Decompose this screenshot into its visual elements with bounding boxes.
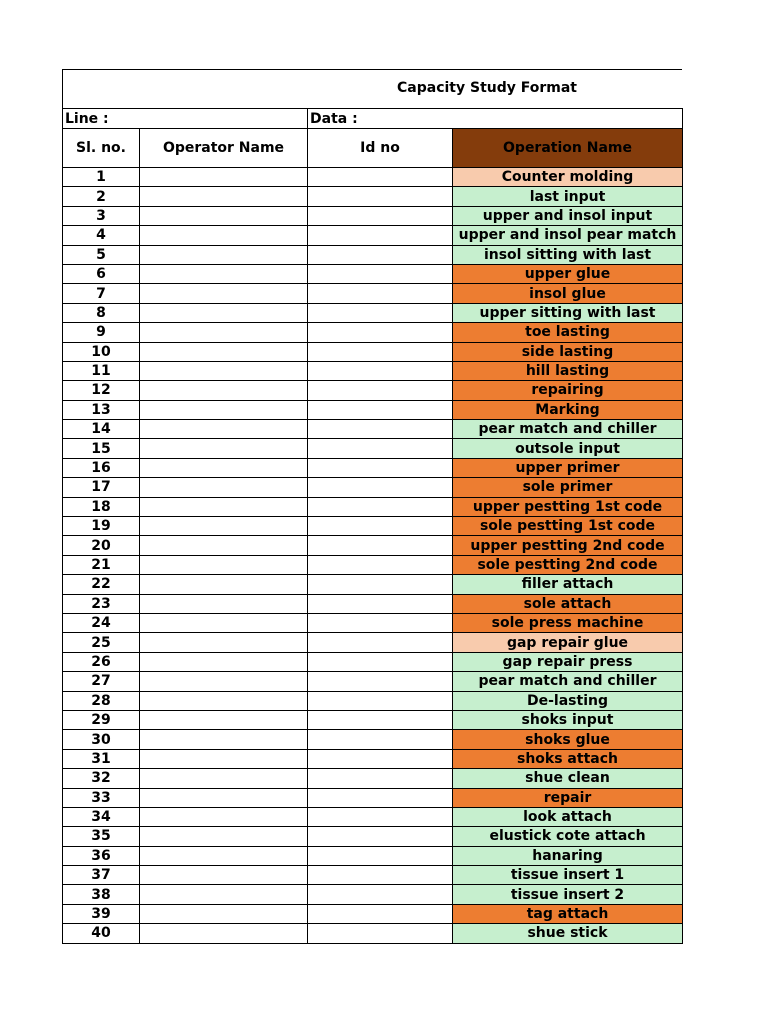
table-row: [63, 575, 683, 594]
sl-no-cell: 18: [63, 497, 140, 516]
table-row: [63, 187, 683, 206]
id-no-cell: [308, 303, 453, 322]
table-row: [63, 555, 683, 574]
sl-no-cell: 29: [63, 710, 140, 729]
operation-name-cell: upper pestting 1st code: [453, 497, 683, 516]
table-row: [63, 478, 683, 497]
id-no-cell: [308, 807, 453, 826]
sl-no-cell: 39: [63, 904, 140, 923]
operation-name-cell: shoks input: [453, 710, 683, 729]
operator-name-cell: [140, 885, 308, 904]
operator-name-cell: [140, 788, 308, 807]
sl-no-cell: 2: [63, 187, 140, 206]
sl-no-cell: 27: [63, 672, 140, 691]
table-row: [63, 168, 683, 187]
operation-name-cell: sole pestting 1st code: [453, 517, 683, 536]
id-no-cell: [308, 168, 453, 187]
sl-no-cell: 37: [63, 866, 140, 885]
operator-name-cell: [140, 420, 308, 439]
sl-no-cell: 15: [63, 439, 140, 458]
sl-no-cell: 11: [63, 361, 140, 380]
table-row: [63, 420, 683, 439]
operation-name-cell: shoks glue: [453, 730, 683, 749]
sl-no-cell: 12: [63, 381, 140, 400]
operation-name-cell: upper pestting 2nd code: [453, 536, 683, 555]
id-no-cell: [308, 613, 453, 632]
operator-name-cell: [140, 613, 308, 632]
operation-name-cell: Counter molding: [453, 168, 683, 187]
id-no-cell: [308, 652, 453, 671]
id-no-cell: [308, 904, 453, 923]
sl-no-cell: 40: [63, 924, 140, 943]
operation-name-cell: filler attach: [453, 575, 683, 594]
id-no-cell: [308, 517, 453, 536]
id-no-cell: [308, 575, 453, 594]
id-no-cell: [308, 672, 453, 691]
operation-name-cell: outsole input: [453, 439, 683, 458]
id-no-cell: [308, 439, 453, 458]
id-no-cell: [308, 478, 453, 497]
operator-name-cell: [140, 439, 308, 458]
operation-name-cell: sole primer: [453, 478, 683, 497]
sl-no-cell: 10: [63, 342, 140, 361]
table-row: [63, 226, 683, 245]
operation-name-cell: pear match and chiller: [453, 672, 683, 691]
table-row: [63, 691, 683, 710]
table-row: [63, 633, 683, 652]
id-no-cell: [308, 458, 453, 477]
id-no-cell: [308, 846, 453, 865]
table-row: [63, 439, 683, 458]
operator-name-cell: [140, 594, 308, 613]
sl-no-cell: 9: [63, 323, 140, 342]
operator-name-cell: [140, 361, 308, 380]
title-row: [62, 69, 682, 108]
header-id-no: Id no: [308, 129, 453, 168]
id-no-cell: [308, 885, 453, 904]
operator-name-cell: [140, 866, 308, 885]
table-row: [63, 613, 683, 632]
header-operation-name: Operation Name: [453, 129, 683, 168]
id-no-cell: [308, 226, 453, 245]
table-row: [63, 885, 683, 904]
capacity-table: [62, 108, 683, 944]
operator-name-cell: [140, 555, 308, 574]
operator-name-cell: [140, 633, 308, 652]
sl-no-cell: 23: [63, 594, 140, 613]
id-no-cell: [308, 788, 453, 807]
operator-name-cell: [140, 807, 308, 826]
id-no-cell: [308, 361, 453, 380]
operator-name-cell: [140, 575, 308, 594]
id-no-cell: [308, 536, 453, 555]
table-row: [63, 342, 683, 361]
id-no-cell: [308, 245, 453, 264]
table-row: [63, 827, 683, 846]
sl-no-cell: 16: [63, 458, 140, 477]
sl-no-cell: 6: [63, 264, 140, 283]
operation-name-cell: hanaring: [453, 846, 683, 865]
operator-name-cell: [140, 226, 308, 245]
table-row: [63, 323, 683, 342]
sl-no-cell: 19: [63, 517, 140, 536]
table-row: [63, 536, 683, 555]
operator-name-cell: [140, 168, 308, 187]
operation-name-cell: upper primer: [453, 458, 683, 477]
sheet-title: Capacity Study Format: [397, 80, 577, 96]
table-row: [63, 846, 683, 865]
sl-no-cell: 5: [63, 245, 140, 264]
operation-name-cell: repairing: [453, 381, 683, 400]
table-row: [63, 517, 683, 536]
operation-name-cell: De-lasting: [453, 691, 683, 710]
sl-no-cell: 21: [63, 555, 140, 574]
sl-no-cell: 8: [63, 303, 140, 322]
sl-no-cell: 13: [63, 400, 140, 419]
operator-name-cell: [140, 672, 308, 691]
id-no-cell: [308, 342, 453, 361]
id-no-cell: [308, 284, 453, 303]
sl-no-cell: 30: [63, 730, 140, 749]
header-sl-no: Sl. no.: [63, 129, 140, 168]
operation-name-cell: sole attach: [453, 594, 683, 613]
sl-no-cell: 25: [63, 633, 140, 652]
sl-no-cell: 28: [63, 691, 140, 710]
operation-name-cell: shue stick: [453, 924, 683, 943]
table-row: [63, 652, 683, 671]
operator-name-cell: [140, 904, 308, 923]
id-no-cell: [308, 555, 453, 574]
operator-name-cell: [140, 730, 308, 749]
operation-name-cell: pear match and chiller: [453, 420, 683, 439]
operation-name-cell: look attach: [453, 807, 683, 826]
operation-name-cell: gap repair press: [453, 652, 683, 671]
table-row: [63, 245, 683, 264]
sl-no-cell: 26: [63, 652, 140, 671]
operation-name-cell: hill lasting: [453, 361, 683, 380]
operation-name-cell: side lasting: [453, 342, 683, 361]
id-no-cell: [308, 264, 453, 283]
operation-name-cell: tissue insert 2: [453, 885, 683, 904]
table-row: [63, 769, 683, 788]
table-row: [63, 206, 683, 225]
operator-name-cell: [140, 710, 308, 729]
header-row: [63, 129, 683, 168]
table-row: [63, 710, 683, 729]
sl-no-cell: 17: [63, 478, 140, 497]
operation-name-cell: insol glue: [453, 284, 683, 303]
operator-name-cell: [140, 827, 308, 846]
id-no-cell: [308, 691, 453, 710]
operation-name-cell: Marking: [453, 400, 683, 419]
sl-no-cell: 1: [63, 168, 140, 187]
id-no-cell: [308, 420, 453, 439]
table-row: [63, 497, 683, 516]
capacity-study-sheet: [62, 69, 682, 944]
date-label: Data :: [308, 109, 683, 129]
operation-name-cell: shoks attach: [453, 749, 683, 768]
operation-name-cell: gap repair glue: [453, 633, 683, 652]
operation-name-cell: repair: [453, 788, 683, 807]
id-no-cell: [308, 924, 453, 943]
operator-name-cell: [140, 323, 308, 342]
operator-name-cell: [140, 187, 308, 206]
sl-no-cell: 36: [63, 846, 140, 865]
table-row: [63, 594, 683, 613]
header-operator-name: Operator Name: [140, 129, 308, 168]
table-row: [63, 807, 683, 826]
operator-name-cell: [140, 284, 308, 303]
sl-no-cell: 14: [63, 420, 140, 439]
operator-name-cell: [140, 400, 308, 419]
id-no-cell: [308, 827, 453, 846]
sl-no-cell: 31: [63, 749, 140, 768]
sl-no-cell: 4: [63, 226, 140, 245]
sl-no-cell: 34: [63, 807, 140, 826]
operation-name-cell: upper glue: [453, 264, 683, 283]
sl-no-cell: 38: [63, 885, 140, 904]
operator-name-cell: [140, 924, 308, 943]
table-row: [63, 264, 683, 283]
operation-name-cell: elustick cote attach: [453, 827, 683, 846]
sl-no-cell: 22: [63, 575, 140, 594]
operator-name-cell: [140, 303, 308, 322]
operator-name-cell: [140, 206, 308, 225]
operation-name-cell: sole press machine: [453, 613, 683, 632]
operator-name-cell: [140, 517, 308, 536]
operator-name-cell: [140, 381, 308, 400]
operator-name-cell: [140, 846, 308, 865]
table-row: [63, 284, 683, 303]
table-row: [63, 788, 683, 807]
operation-name-cell: insol sitting with last: [453, 245, 683, 264]
meta-row: [63, 109, 683, 129]
operation-name-cell: shue clean: [453, 769, 683, 788]
id-no-cell: [308, 323, 453, 342]
id-no-cell: [308, 710, 453, 729]
operator-name-cell: [140, 652, 308, 671]
id-no-cell: [308, 381, 453, 400]
operation-name-cell: tag attach: [453, 904, 683, 923]
operation-name-cell: upper sitting with last: [453, 303, 683, 322]
table-row: [63, 749, 683, 768]
table-row: [63, 672, 683, 691]
operation-name-cell: tissue insert 1: [453, 866, 683, 885]
id-no-cell: [308, 187, 453, 206]
sl-no-cell: 32: [63, 769, 140, 788]
sl-no-cell: 33: [63, 788, 140, 807]
sl-no-cell: 7: [63, 284, 140, 303]
table-row: [63, 924, 683, 943]
id-no-cell: [308, 594, 453, 613]
operator-name-cell: [140, 749, 308, 768]
operator-name-cell: [140, 536, 308, 555]
id-no-cell: [308, 633, 453, 652]
table-row: [63, 361, 683, 380]
operator-name-cell: [140, 691, 308, 710]
id-no-cell: [308, 866, 453, 885]
operation-name-cell: upper and insol pear match: [453, 226, 683, 245]
operation-name-cell: upper and insol input: [453, 206, 683, 225]
sl-no-cell: 3: [63, 206, 140, 225]
table-row: [63, 381, 683, 400]
operation-name-cell: toe lasting: [453, 323, 683, 342]
operator-name-cell: [140, 458, 308, 477]
operation-name-cell: last input: [453, 187, 683, 206]
id-no-cell: [308, 497, 453, 516]
operator-name-cell: [140, 342, 308, 361]
operator-name-cell: [140, 264, 308, 283]
table-row: [63, 730, 683, 749]
id-no-cell: [308, 749, 453, 768]
id-no-cell: [308, 769, 453, 788]
sl-no-cell: 20: [63, 536, 140, 555]
line-label: Line :: [63, 109, 308, 129]
operation-name-cell: sole pestting 2nd code: [453, 555, 683, 574]
sl-no-cell: 24: [63, 613, 140, 632]
table-row: [63, 904, 683, 923]
id-no-cell: [308, 400, 453, 419]
table-row: [63, 303, 683, 322]
sl-no-cell: 35: [63, 827, 140, 846]
id-no-cell: [308, 730, 453, 749]
operator-name-cell: [140, 769, 308, 788]
id-no-cell: [308, 206, 453, 225]
table-row: [63, 400, 683, 419]
operator-name-cell: [140, 245, 308, 264]
operator-name-cell: [140, 478, 308, 497]
table-row: [63, 458, 683, 477]
table-row: [63, 866, 683, 885]
operator-name-cell: [140, 497, 308, 516]
